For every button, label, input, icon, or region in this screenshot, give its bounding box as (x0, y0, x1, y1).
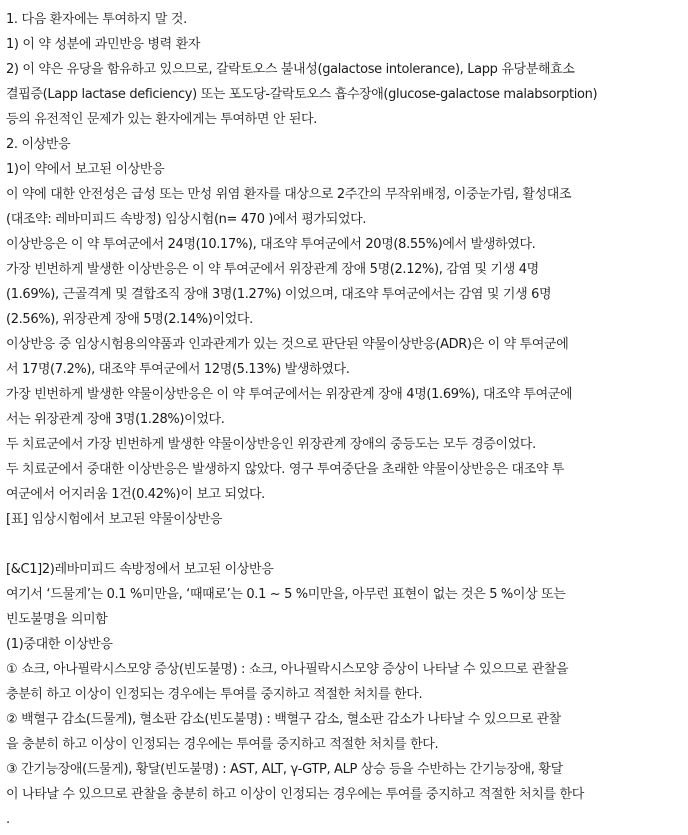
paragraph-line: 서는 위장관계 장애 3명(1.28%)이었다. (6, 412, 225, 427)
paragraph-line: 여군에서 어지러움 1건(0.42%)이 보고 되었다. (6, 487, 265, 502)
subsection-1-heading: 1)이 약에서 보고된 이상반응 (6, 162, 165, 177)
paragraph-line: 이상반응은 이 약 투여군에서 24명(10.17%), 대조약 투여군에서 20명(8.55%)에서 발생하였다. (6, 237, 536, 252)
reaction-item-1-line-2: 충분히 하고 이상이 인정되는 경우에는 투여를 중지하고 적절한 처치를 한다. (6, 687, 423, 702)
paragraph-line: (1.69%), 근골격계 및 결합조직 장애 3명(1.27%) 이었으며, 대조약 투여군에서는 감염 및 기생 6명 (6, 287, 552, 302)
reaction-item-2-line-1: ② 백혈구 감소(드물게), 혈소판 감소(빈도불명) : 백혈구 감소, 혈소판 감소가 나타날 수 있으므로 관찰 (6, 712, 561, 727)
reaction-item-1-line-1: ① 쇼크, 아나필락시스모양 증상(빈도불명) : 쇼크, 아나필락시스모양 증상이 나타날 수 있으므로 관찰을 (6, 662, 569, 677)
paragraph-line: (대조약: 레바미피드 속방정) 임상시험(n= 470 )에서 평가되었다. (6, 212, 367, 227)
paragraph-line: 두 치료군에서 가장 빈번하게 발생한 약물이상반응인 위장관계 장애의 중등도는 모두 경증이었다. (6, 437, 536, 452)
reaction-item-3-line-1: ③ 간기능장애(드물게), 황달(빈도불명) : AST, ALT, γ-GTP, ALP 상승 등을 수반하는 간기능장애, 황달 (6, 762, 563, 777)
paragraph-line: 두 치료군에서 중대한 이상반응은 발생하지 않았다. 영구 투여중단을 초래한 약물이상반응은 대조약 투 (6, 462, 565, 477)
contraindication-item-2-line-1: 2) 이 약은 유당을 함유하고 있으므로, 갈락토오스 불내성(galactose intolerance), Lapp 유당분해효소 (6, 62, 575, 77)
blank-line (6, 532, 682, 557)
contraindication-item-1: 1) 이 약 성분에 과민반응 병력 환자 (6, 37, 201, 52)
paragraph-line: 이상반응 중 임상시험용의약품과 인과관계가 있는 것으로 판단된 약물이상반응(ADR)은 이 약 투여군에 (6, 337, 569, 352)
section-1-heading: 1. 다음 환자에는 투여하지 말 것. (6, 12, 187, 27)
contraindication-item-2-line-3: 등의 유전적인 문제가 있는 환자에게는 투여하면 안 된다. (6, 112, 318, 127)
paragraph-line: (2.56%), 위장관계 장애 5명(2.14%)이었다. (6, 312, 253, 327)
frequency-note-line-2: 빈도불명을 의미함 (6, 612, 108, 627)
reaction-item-3-line-3: . (6, 812, 10, 827)
section-2-heading: 2. 이상반응 (6, 137, 71, 152)
table-caption: [표] 임상시험에서 보고된 약물이상반응 (6, 512, 223, 527)
contraindication-item-2-line-2: 결핍증(Lapp lactase deficiency) 또는 포도당-갈락토오스 흡수장애(glucose-galactose malabsorption) (6, 87, 598, 102)
paragraph-line: 가장 빈번하게 발생한 이상반응은 이 약 투여군에서 위장관계 장애 5명(2.12%), 감염 및 기생 4명 (6, 262, 539, 277)
paragraph-line: 이 약에 대한 안전성은 급성 또는 만성 위염 환자를 대상으로 2주간의 무작위배정, 이중눈가림, 활성대조 (6, 187, 572, 202)
paragraph-line: 가장 빈번하게 발생한 약물이상반응은 이 약 투여군에서는 위장관계 장애 4명(1.69%), 대조약 투여군에 (6, 387, 573, 402)
serious-reactions-heading: (1)중대한 이상반응 (6, 637, 113, 652)
subsection-2-heading: [&C1]2)레바미피드 속방정에서 보고된 이상반응 (6, 562, 274, 577)
frequency-note-line-1: 여기서 ‘드물게’는 0.1 %미만을, ‘때때로’는 0.1 ~ 5 %미만을, 아무런 표현이 없는 것은 5 %이상 또는 (6, 587, 566, 602)
reaction-item-2-line-2: 을 충분히 하고 이상이 인정되는 경우에는 투여를 중지하고 적절한 처치를 한다. (6, 737, 439, 752)
paragraph-line: 서 17명(7.2%), 대조약 투여군에서 12명(5.13%) 발생하였다. (6, 362, 350, 377)
document-body (6, 7, 682, 832)
reaction-item-3-line-2: 이 나타날 수 있으므로 관찰을 충분히 하고 이상이 인정되는 경우에는 투여를 중지하고 적절한 처치를 한다 (6, 787, 584, 802)
